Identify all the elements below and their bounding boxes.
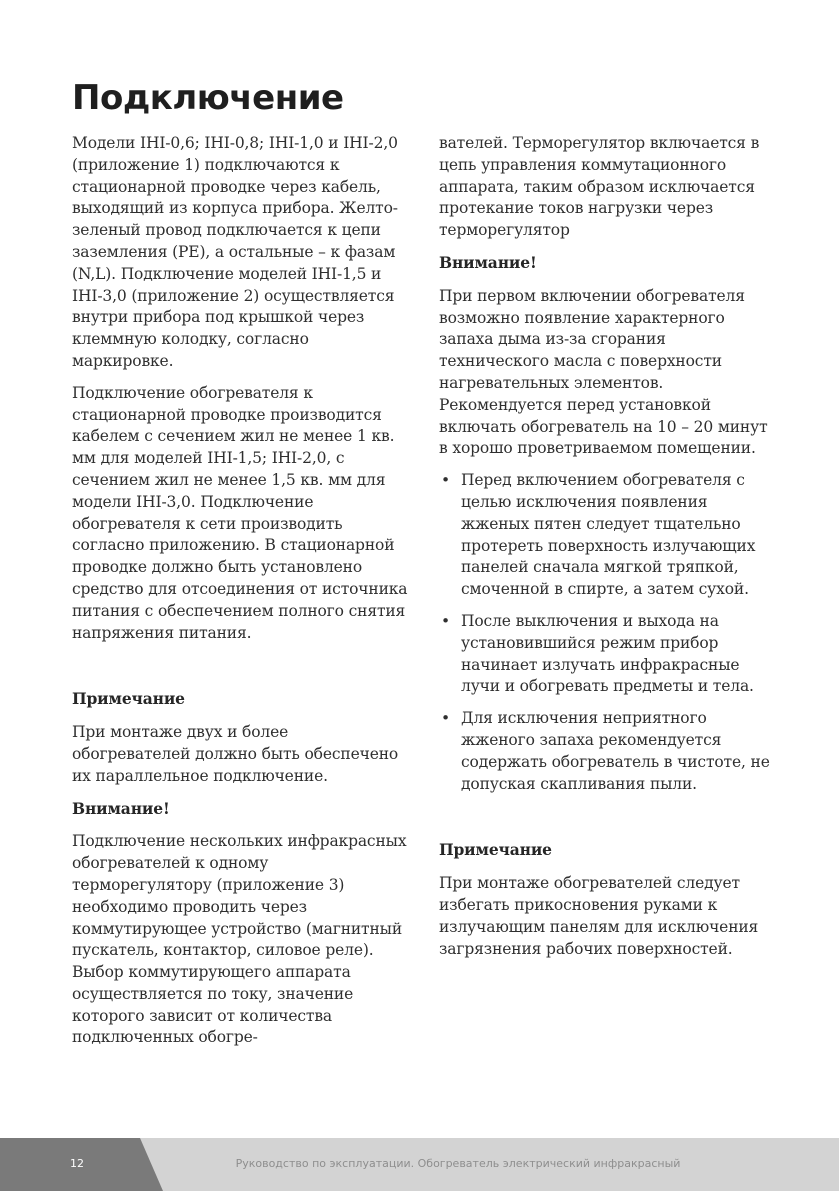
continuation-paragraph: вателей. Терморегулятор включается в цепь управления коммутационного аппарата, таким образом исключается протекание токов нагрузки через терморегулятор [439, 134, 760, 240]
bullet-icon: • [441, 611, 450, 630]
warning-heading: Внимание! [439, 252, 537, 272]
bullet-icon: • [441, 709, 450, 728]
footer-bar [0, 1138, 839, 1191]
list-item [439, 708, 775, 795]
page-title: Подключение [72, 78, 344, 118]
list-item-text: Для исключения неприятного жженого запаха рекомендуется содержать обогреватель в чистоте, не допуская скапливания пыли. [461, 709, 770, 793]
bullet-icon: • [441, 471, 450, 490]
warning-heading: Внимание! [72, 798, 170, 818]
note-heading: Примечание [439, 840, 552, 860]
footer-caption: Руководство по эксплуатации. Обогреватель электрический инфракрасный [235, 1157, 681, 1170]
right-column [439, 133, 775, 970]
warning-text: Подключение нескольких инфракрасных обогревателей к одному терморегулятору (приложение 3) необходимо проводить через коммутирующее устройство (магнитный пускатель, контактор, силовое реле). Выбор коммутирующего аппарата осуществляется по току, значение которого зависит от количества подключенных обогре- [72, 832, 407, 1047]
page-number: 12 [70, 1157, 84, 1170]
left-column [72, 133, 408, 1059]
spacer [72, 654, 408, 688]
paragraph-connection-models: Модели IHI-0,6; IHI-0,8; IHI-1,0 и IHI-2,0 (приложение 1) подключаются к стационарной проводке через кабель, выходящий из корпуса прибора. Желто-зеленый провод подключается к цепи заземления (PE), а остальные – к фазам (N,L). Подключение моделей IHI-1,5 и IHI-3,0 (приложение 2) осуществляется внутри прибора под крышкой через клеммную колодку, согласно маркировке. [72, 134, 398, 370]
bullet-list [439, 470, 775, 795]
list-item [439, 470, 775, 601]
list-item-text: После выключения и выхода на установившийся режим прибор начинает излучать инфракрасные лучи и обогревать предметы и тела. [461, 611, 754, 696]
list-item-text: Перед включением обогревателя с целью исключения появления жженых пятен следует тщательно протереть поверхность излучающих панелей сначала мягкой тряпкой, смоченной в спирте, а затем сухой. [461, 471, 756, 599]
warning-text: При первом включении обогревателя возможно появление характерного запаха дыма из-за сгорания технического масла с поверхности нагревательных элементов. Рекомендуется перед установкой включать обогреватель на 10 – 20 минут в хорошо проветриваемом помещении. [439, 286, 768, 458]
note-text: При монтаже обогревателей следует избегать прикосновения руками к излучающим панелям для исключения загрязнения рабочих поверхностей. [439, 874, 759, 958]
list-item [439, 611, 775, 698]
paragraph-cable-requirements: Подключение обогревателя к стационарной проводке производится кабелем с сечением жил не менее 1 кв. мм для моделей IHI-1,5; IHI-2,0, с сечением жил не менее 1,5 кв. мм для модели IHI-3,0. Подключение обогревателя к сети производить согласно приложению. В стационарной проводке должно быть установлено средство для отсоединения от источника питания с обеспечением полного снятия напряжения питания. [72, 383, 408, 642]
note-heading: Примечание [72, 689, 185, 709]
note-text: При монтаже двух и более обогревателей должно быть обеспечено их параллельное подключение. [72, 723, 399, 785]
spacer [439, 805, 775, 839]
